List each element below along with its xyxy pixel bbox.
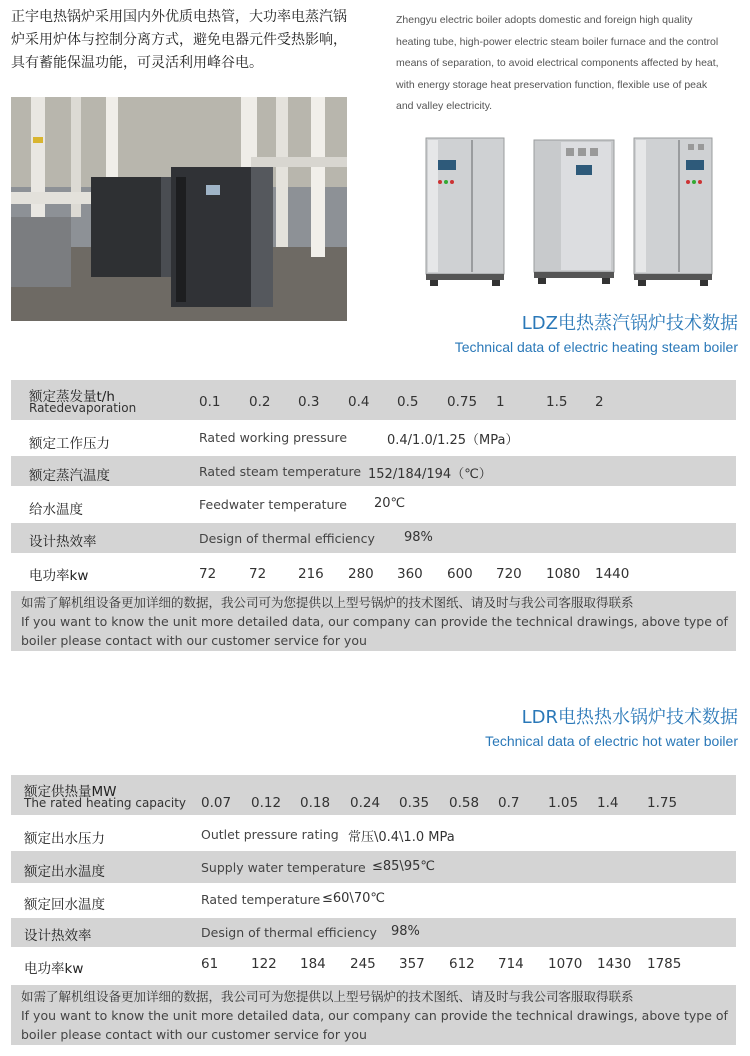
row-value: ≤85\95℃ xyxy=(372,859,435,874)
row-label-en: Design of thermal efficiency xyxy=(199,531,375,546)
intro-chinese xyxy=(11,6,356,75)
value-cell: 0.24 xyxy=(350,795,381,811)
row-label-cn: 电功率kw xyxy=(24,961,84,977)
value-cell: 0.12 xyxy=(251,795,282,811)
row-label-cn: 额定蒸发量t/h xyxy=(29,389,115,405)
hot-water-section-subtitle: Technical data of electric hot water boiler xyxy=(485,733,738,749)
row-label-cn: 额定出水压力 xyxy=(24,831,105,847)
value-cell: 216 xyxy=(298,566,324,582)
note-cn: 如需了解机组设备更加详细的数据，我公司可为您提供以上型号锅炉的技术图纸、请及时与我公司客服取得联系 xyxy=(21,989,634,1004)
value-cell: 360 xyxy=(397,566,423,582)
row-label-cn: 额定出水温度 xyxy=(24,864,105,880)
value-cell: 1.5 xyxy=(546,394,568,410)
intro-cn-line: 炉采用炉体与控制分离方式，避免电器元件受热影响， xyxy=(11,32,347,48)
value-cell: 0.5 xyxy=(397,394,419,410)
row-value: 20℃ xyxy=(374,496,406,511)
note-en: If you want to know the unit more detailed data, our company can provide the technical drawings, above type of boiler please contact with our customer service for you xyxy=(21,614,728,648)
steam-row-power xyxy=(11,555,736,589)
value-cell: 1440 xyxy=(595,566,630,582)
value-cell: 1080 xyxy=(546,566,581,582)
hot-row-capacity xyxy=(11,775,736,815)
steam-row-evaporation xyxy=(11,380,736,420)
value-cell: 280 xyxy=(348,566,374,582)
row-label-en: Ratedevaporation xyxy=(29,401,137,415)
row-value: 常压\0.4\1.0 MPa xyxy=(348,830,455,845)
value-cell: 600 xyxy=(447,566,473,582)
note-en: If you want to know the unit more detailed data, our company can provide the technical drawings, above type of boiler please contact with our customer service for you xyxy=(21,1008,728,1042)
hot-row-efficiency xyxy=(11,918,736,947)
hot-row-pressure xyxy=(11,817,736,849)
steam-row-efficiency xyxy=(11,523,736,553)
value-cell: 61 xyxy=(201,956,219,972)
row-label-cn: 电功率kw xyxy=(29,568,89,584)
intro-english xyxy=(396,10,746,118)
value-cell: 1.05 xyxy=(548,795,579,811)
steam-section-subtitle: Technical data of electric heating steam boiler xyxy=(454,339,738,355)
value-cell: 184 xyxy=(300,956,326,972)
value-cell: 357 xyxy=(399,956,425,972)
row-label-cn: 额定工作压力 xyxy=(29,436,110,452)
steam-section-title: LDZ电热蒸汽锅炉技术数据 xyxy=(521,313,738,334)
intro-en-line: and valley electricity. xyxy=(396,100,493,112)
steam-row-pressure xyxy=(11,422,736,454)
value-cell: 72 xyxy=(249,566,267,582)
value-cell: 0.1 xyxy=(199,394,221,410)
row-label-cn: 额定供热量MW xyxy=(24,784,117,800)
value-cell: 1070 xyxy=(548,956,583,972)
steam-row-feedwater xyxy=(11,488,736,520)
row-label-en: Rated temperature xyxy=(201,892,321,907)
value-cell: 0.3 xyxy=(298,394,320,410)
row-label-en: Design of thermal efficiency xyxy=(201,925,377,940)
hot-row-supply-temperature xyxy=(11,851,736,883)
row-label-cn: 设计热效率 xyxy=(24,928,92,944)
row-label-en: Supply water temperature xyxy=(201,860,366,875)
row-label-en: Feedwater temperature xyxy=(199,497,347,512)
intro-en-line: Zhengyu electric boiler adopts domestic and foreign high quality xyxy=(396,14,693,26)
row-label-en: The rated heating capacity xyxy=(24,796,187,810)
row-value: 0.4/1.0/1.25（MPa） xyxy=(387,433,519,448)
row-value: ≤60\70℃ xyxy=(322,891,385,906)
row-label-en: Outlet pressure rating xyxy=(201,827,339,842)
steam-row-temperature xyxy=(11,456,736,486)
boiler-cabinets-illustration xyxy=(416,130,736,290)
intro-cn-line: 具有蓄能保温功能，可灵活利用峰谷电。 xyxy=(11,55,263,71)
value-cell: 122 xyxy=(251,956,277,972)
value-cell: 612 xyxy=(449,956,475,972)
row-label-cn: 额定蒸汽温度 xyxy=(29,468,110,484)
value-cell: 2 xyxy=(595,394,604,410)
value-cell: 1.4 xyxy=(597,795,619,811)
value-cell: 714 xyxy=(498,956,524,972)
hot-water-section-title: LDR电热热水锅炉技术数据 xyxy=(521,707,738,728)
row-value: 98% xyxy=(391,924,420,939)
value-cell: 720 xyxy=(496,566,522,582)
value-cell: 0.58 xyxy=(449,795,480,811)
value-cell: 0.35 xyxy=(399,795,430,811)
hot-row-return-temperature xyxy=(11,885,736,917)
hot-contact-note xyxy=(11,985,736,1045)
value-cell: 0.7 xyxy=(498,795,520,811)
value-cell: 0.75 xyxy=(447,394,478,410)
value-cell: 72 xyxy=(199,566,217,582)
value-cell: 245 xyxy=(350,956,376,972)
row-label-cn: 给水温度 xyxy=(29,502,83,518)
intro-en-line: with energy storage heat preservation function, flexible use of peak xyxy=(396,78,708,91)
value-cell: 1.75 xyxy=(647,795,678,811)
intro-en-line: heating tube, high-power electric steam boiler furnace and the control xyxy=(396,35,719,48)
intro-en-line: means of separation, to avoid electrical components affected by heat, xyxy=(396,57,719,69)
intro-cn-line: 正宇电热锅炉采用国内外优质电热管，大功率电蒸汽锅 xyxy=(11,9,347,25)
row-label-en: Rated working pressure xyxy=(199,430,348,445)
value-cell: 0.2 xyxy=(249,394,271,410)
row-label-en: Rated steam temperature xyxy=(199,464,362,479)
value-cell: 0.18 xyxy=(300,795,331,811)
value-cell: 0.07 xyxy=(201,795,232,811)
value-cell: 1 xyxy=(496,394,505,410)
note-cn: 如需了解机组设备更加详细的数据，我公司可为您提供以上型号锅炉的技术图纸、请及时与我公司客服取得联系 xyxy=(21,595,634,610)
steam-contact-note xyxy=(11,591,736,651)
boiler-room-photo xyxy=(11,97,347,321)
hot-row-power xyxy=(11,949,736,983)
row-value: 98% xyxy=(404,530,433,545)
value-cell: 1430 xyxy=(597,956,632,972)
row-value: 152/184/194（℃） xyxy=(368,467,492,482)
value-cell: 1785 xyxy=(647,956,682,972)
row-label-cn: 设计热效率 xyxy=(29,534,97,550)
value-cell: 0.4 xyxy=(348,394,370,410)
row-label-cn: 额定回水温度 xyxy=(24,897,105,913)
